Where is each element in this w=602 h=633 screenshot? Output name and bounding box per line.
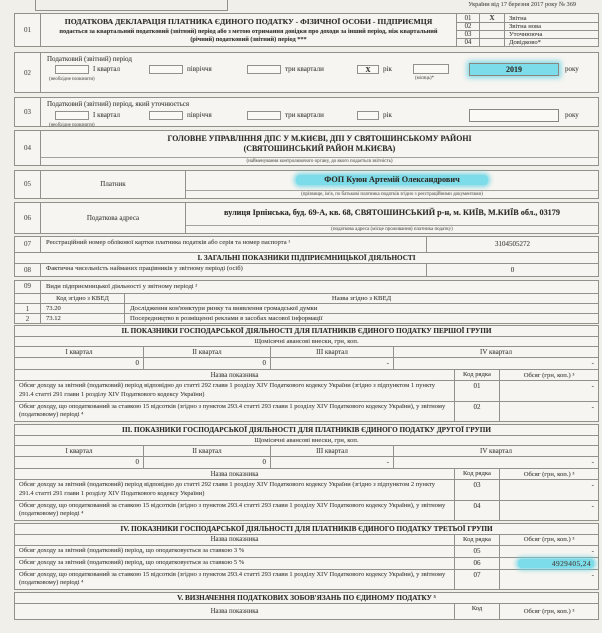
type-mark-checkbox (479, 23, 505, 30)
type-number: 01 (464, 14, 472, 22)
type-label: Уточнююча (509, 31, 543, 38)
indicator-name: Обсяг доходу за звітний (податковий) період, що оподатковується за ставкою 5 % (19, 558, 245, 566)
advances-title: Щомісячні авансові внески, грн, коп. (15, 435, 598, 445)
row-04-tax-authority (14, 130, 599, 166)
authority-cell (41, 131, 598, 165)
section-2-header: ІІ. ПОКАЗНИКИ ГОСПОДАРСЬКОЇ ДІЯЛЬНОСТІ ДЛЯ ПЛАТНИКІВ ЄДИНОГО ПОДАТКУ ПЕРШОЇ ГРУПИ (121, 327, 492, 336)
table-header-row (15, 369, 598, 380)
quarter-values-row (15, 456, 598, 468)
activity-header-row (15, 293, 598, 303)
option-label: І квартал (93, 111, 121, 120)
indicator-name-header: Назва показника (210, 371, 259, 379)
table-header-row (15, 534, 598, 545)
kved-name: Дослідження кон'юнктури ринку та виявлення громадської думки (130, 305, 318, 313)
period-label: Податковий (звітний) період (47, 55, 132, 63)
table-header-row (15, 603, 598, 619)
checkbox-half-year (149, 65, 183, 74)
taxpayer-label: Платник (41, 171, 186, 198)
type-row-zvitna-nova (457, 22, 598, 30)
quarter-label: IV квартал (393, 347, 598, 357)
quarter-value: 0 (143, 358, 270, 369)
row-03-corrected-period (14, 97, 599, 127)
address-value: вулиця Ірпінська, буд. 69-А, кв. 68, СВЯТОШИНСЬКИЙ р-н, м. КИЇВ, М.КИЇВ обл., 03179 (224, 208, 560, 218)
row-02-reporting-period (14, 52, 599, 93)
checkbox-year (357, 111, 379, 120)
type-row-zvitna (457, 14, 598, 22)
type-mark-checkbox (479, 39, 505, 46)
option-year (357, 111, 392, 120)
row-code: 01 (454, 381, 499, 401)
partial-stamp-box (35, 0, 228, 11)
section-3-group2 (14, 424, 599, 521)
row-code-header: Код (454, 604, 499, 619)
quarter-value: - (393, 457, 598, 468)
address-value-cell (186, 203, 598, 233)
type-label: Звітна (509, 14, 527, 22)
option-label: І квартал (93, 65, 121, 74)
kved-code: 73.12 (41, 314, 125, 323)
option-half-year (149, 111, 212, 120)
taxpayer-name-highlighted: ФОП Куюн Артемій Олександрович (296, 175, 487, 185)
row-04-number: 04 (15, 131, 41, 165)
period-label: Податковий (звітний) період, який уточнюється (47, 100, 190, 108)
indicator-name: Обсяг доходу за звітний (податковий) період, що оподатковується за ставкою 3 % (19, 546, 245, 554)
checkbox-three-quarters (247, 65, 281, 74)
mark-required-note: (необхідне позначити) (49, 77, 95, 82)
data-row-04 (15, 500, 598, 521)
quarter-label: ІІ квартал (143, 347, 270, 357)
type-mark-checkbox: X (479, 14, 505, 22)
checkbox-year: X (357, 65, 379, 74)
month-box (413, 64, 449, 74)
data-row-05 (15, 545, 598, 557)
table-header-row (15, 468, 598, 479)
taxpayer-caption: (прізвище, ім'я, по батькові платника податків згідно з реєстраційними документами) (186, 190, 598, 198)
kved-name: Посередництво в розміщенні реклами в засобах масової інформації (130, 315, 323, 323)
amount-header: Обсяг (грн, коп.) ³ (499, 370, 598, 380)
quarter-label: І квартал (65, 348, 93, 357)
option-q1 (55, 65, 120, 74)
quarter-label: IV квартал (393, 446, 598, 456)
row-05-number: 05 (15, 171, 41, 198)
activity-title-row (15, 281, 598, 294)
indicator-name: Обсяг доходу за звітний (податковий) період відповідно до статті 292 глави 1 розділу XIV Податкового кодексу України (згідно з підпунктом 1 пункту 291.4 статті 291 глави 1 розділу XIV Податкового кодексу України) (19, 382, 436, 398)
row-09-number: 09 (15, 281, 41, 294)
checkbox-q1 (55, 65, 89, 74)
address-caption: (податкова адреса (місце проживання) платника податку) (186, 225, 598, 233)
option-q1 (55, 111, 120, 120)
year-value: 2019 (506, 65, 522, 74)
amount-value: - (499, 570, 598, 590)
indicator-name-header: Назва показника (210, 470, 259, 478)
row-01-declaration-type (14, 13, 599, 47)
amount-value: - (499, 480, 598, 500)
month-note: (місяць)* (415, 76, 435, 81)
activity-title: Види підприємницької діяльності у звітному періоді ² (46, 282, 198, 290)
indicator-name: Обсяг доходу, що оподаткований за ставкою 15 відсотків (згідно з пунктом 293.4 статті 293 глави 1 розділу XIV Податкового кодексу України), у звітному (податковому) періоді ⁴ (19, 402, 446, 419)
title-cell (41, 14, 456, 46)
amount-value: - (499, 402, 598, 422)
indicator-name: Обсяг доходу за звітний (податковий) період відповідно до статті 292 глави 1 розділу XIV Податкового кодексу України (згідно з підпунктом 2 пункту 291.4 статті 291 глави 1 розділу XIV Податкового кодексу України) (19, 480, 436, 497)
employees-label: Фактична чисельність найманих працівників у звітному періоді (осіб) (46, 264, 243, 272)
section-2-group1 (14, 325, 599, 422)
registration-label: Реєстраційний номер облікової картки платника податків або серія та номер паспорта ¹ (46, 238, 291, 246)
quarter-label: ІІІ квартал (270, 347, 393, 357)
kved-name-header: Назва згідно з КВЕД (331, 295, 392, 303)
quarter-value: 0 (135, 458, 139, 467)
section-3-header: ІІІ. ПОКАЗНИКИ ГОСПОДАРСЬКОЇ ДІЯЛЬНОСТІ ДЛЯ ПЛАТНИКІВ ЄДИНОГО ПОДАТКУ ДРУГОЇ ГРУПИ (122, 426, 491, 435)
quarter-label: ІІ квартал (143, 446, 270, 456)
quarter-labels-row (15, 346, 598, 357)
row-09-activity-types (14, 280, 599, 325)
row-07-number: 07 (15, 237, 41, 252)
mark-required-note: (необхідне позначити) (49, 123, 95, 128)
data-row-03 (15, 479, 598, 500)
empty-number-cell (15, 294, 41, 303)
option-label: три квартали (285, 111, 324, 120)
row-03-number: 03 (15, 98, 41, 126)
form-body (14, 0, 599, 620)
taxpayer-name-line (186, 171, 598, 190)
data-row-07 (15, 569, 598, 590)
row-code: 05 (454, 546, 499, 557)
year-box-empty (469, 109, 559, 122)
amount-value: - (499, 381, 598, 401)
data-row-01 (15, 380, 598, 401)
amount-header: Обсяг (грн, коп.) ³ (499, 535, 598, 545)
option-label: півріччя (187, 65, 212, 74)
year-suffix: року (565, 111, 579, 119)
indicator-name: Обсяг доходу, що оподаткований за ставкою 15 відсотків (згідно з пунктом 293.4 статті 293 глави 1 розділу XIV Податкового кодексу України), у звітному (податковому) періоді ⁴ (19, 570, 446, 587)
type-label: Звітна нова (509, 23, 542, 30)
row-code: 03 (454, 480, 499, 500)
option-label: рік (383, 111, 392, 120)
row-code: 02 (454, 402, 499, 422)
row-code-header: Код рядка (454, 469, 499, 479)
period-content (41, 98, 598, 126)
year-box-highlighted (469, 63, 559, 76)
section-4-group3 (14, 523, 599, 590)
row-01-number: 01 (15, 14, 41, 46)
row-05-taxpayer (14, 170, 599, 199)
year-suffix: року (565, 65, 579, 73)
row-08-number: 08 (15, 264, 41, 276)
form-title: ПОДАТКОВА ДЕКЛАРАЦІЯ ПЛАТНИКА ЄДИНОГО ПОДАТКУ - ФІЗИЧНОЇ ОСОБИ - ПІДПРИЄМЦЯ (64, 17, 433, 26)
employees-value: 0 (426, 264, 598, 276)
indicator-name-header: Назва показника (210, 536, 259, 544)
type-mark-checkbox (479, 31, 505, 38)
row-06-number: 06 (15, 203, 41, 233)
option-label: півріччя (187, 111, 212, 120)
quarter-value: - (393, 358, 598, 369)
activity-item-row (15, 303, 598, 313)
amount-value: - (499, 546, 598, 557)
type-number: 04 (464, 39, 472, 46)
row-code: 04 (454, 501, 499, 521)
option-three-quarters (247, 111, 324, 120)
authority-line2: (СВЯТОШИНСЬКИЙ РАЙОН М.КИЄВА) (243, 144, 396, 154)
option-label: три квартали (285, 65, 324, 74)
quarter-value: - (270, 358, 393, 369)
type-number: 02 (464, 23, 472, 30)
indicator-name: Обсяг доходу, що оподаткований за ставкою 15 відсотків (згідно з пунктом 293.4 статті 293 глави 1 розділу XIV Податкового кодексу України), у звітному (податковому) періоді ⁴ (19, 501, 446, 518)
amount-header: Обсяг (грн, коп.) ³ (499, 604, 598, 619)
declaration-type-table (456, 14, 598, 46)
item-number: 2 (15, 314, 41, 323)
row-02-number: 02 (15, 53, 41, 92)
indicator-name-header: Назва показника (210, 608, 259, 616)
option-year (357, 65, 392, 74)
kved-code-header: Код згідно з КВЕД (41, 294, 125, 303)
taxpayer-value-cell (186, 171, 598, 198)
item-number: 1 (15, 304, 41, 313)
row-code: 06 (454, 558, 499, 569)
quarter-value: 0 (135, 359, 139, 368)
data-row-02 (15, 401, 598, 422)
type-row-utochnuyucha (457, 30, 598, 38)
quarter-value: - (270, 457, 393, 468)
income-amount-highlighted: 4929405,24 (518, 559, 594, 568)
quarter-label: ІІІ квартал (270, 446, 393, 456)
section-1-header: І. ЗАГАЛЬНІ ПОКАЗНИКИ ПІДПРИЄМНИЦЬКОЇ ДІЯЛЬНОСТІ (14, 253, 599, 264)
option-three-quarters (247, 65, 324, 74)
row-07-registration-number (14, 236, 599, 253)
section-5-header: V. ВИЗНАЧЕННЯ ПОДАТКОВИХ ЗОБОВ'ЯЗАНЬ ПО ЄДИНОМУ ПОДАТКУ ⁵ (177, 594, 436, 603)
amount-value: - (499, 501, 598, 521)
authority-caption: (найменування контролюючого органу, до якого подається звітність) (41, 157, 598, 165)
option-half-year (149, 65, 212, 74)
form-approval-note: України від 17 березня 2017 року № 369 (468, 1, 576, 8)
type-row-dovidkovo (457, 38, 598, 46)
quarter-value: 0 (143, 457, 270, 468)
section-5-obligations (14, 592, 599, 620)
quarter-labels-row (15, 445, 598, 456)
option-label: рік (383, 65, 392, 74)
row-08-employees (14, 264, 599, 277)
type-label: Довідково* (509, 39, 541, 46)
advances-title: Щомісячні авансові внески, грн, коп. (15, 336, 598, 346)
type-number: 03 (464, 31, 472, 38)
quarter-label: І квартал (65, 447, 93, 456)
row-code: 07 (454, 570, 499, 590)
kved-code: 73.20 (41, 304, 125, 313)
form-subtitle: подається за квартальний податковий (звітний) період або з метою отримання довідки про доходи за інший період, ніж квартальний (річний) податковий (звітний) період *** (59, 27, 438, 43)
authority-line1: ГОЛОВНЕ УПРАВЛІННЯ ДПС У М.КИЄВІ, ДПІ У СВЯТОШИНСЬКОМУ РАЙОНІ (167, 134, 472, 143)
quarter-values-row (15, 357, 598, 369)
section-4-header: IV. ПОКАЗНИКИ ГОСПОДАРСЬКОЇ ДІЯЛЬНОСТІ ДЛЯ ПЛАТНИКІВ ЄДИНОГО ПОДАТКУ ТРЕТЬОЇ ГРУПИ (120, 525, 493, 534)
registration-value: 3104505272 (426, 237, 598, 252)
period-content (41, 53, 598, 92)
top-strip (14, 0, 599, 13)
amount-value-highlighted (499, 558, 598, 569)
activity-item-row (15, 313, 598, 323)
row-code-header: Код рядка (454, 370, 499, 380)
row-code-header: Код рядка (454, 535, 499, 545)
amount-header: Обсяг (грн, коп.) ³ (499, 469, 598, 479)
row-06-tax-address (14, 202, 599, 234)
address-label: Податкова адреса (41, 203, 186, 233)
data-row-06 (15, 557, 598, 569)
checkbox-half-year (149, 111, 183, 120)
checkbox-three-quarters (247, 111, 281, 120)
checkbox-q1 (55, 111, 89, 120)
